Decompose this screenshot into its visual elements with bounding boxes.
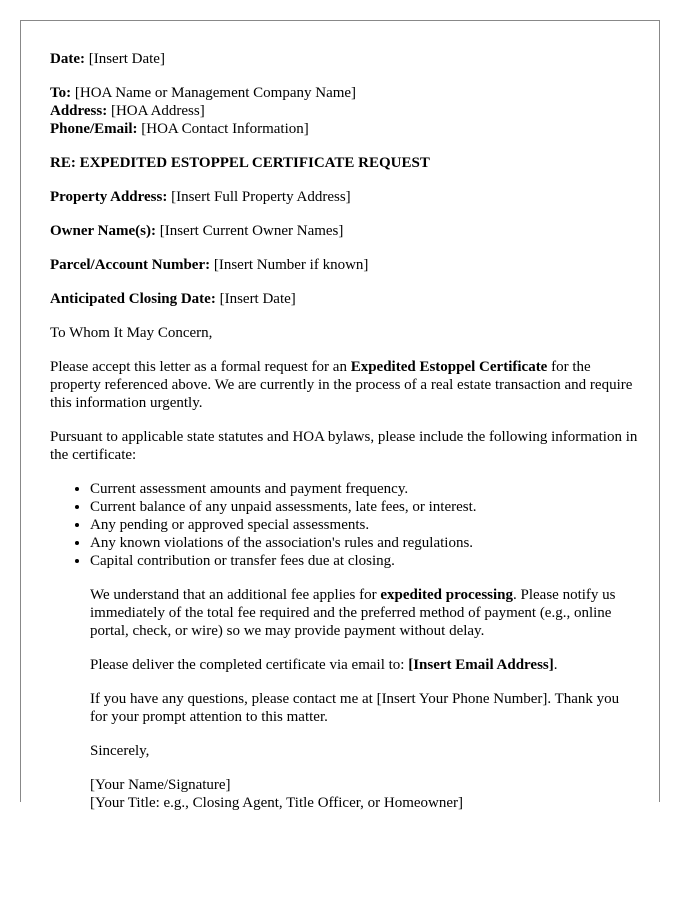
list-item: • Any known violations of the association's rules and regulations. [90, 534, 640, 552]
list-item: • Capital contribution or transfer fees due at closing. [90, 552, 640, 570]
intro-text-bold: Expedited Estoppel Certificate [350, 359, 548, 375]
letter-content [50, 50, 640, 812]
signature-name: [Your Name/Signature] [90, 777, 231, 793]
list-item: • Current balance of any unpaid assessments, late fees, or interest. [90, 498, 640, 516]
property-address-value: [Insert Full Property Address] [171, 189, 351, 205]
date-value: [Insert Date] [88, 51, 165, 67]
recipient-to [50, 84, 640, 102]
questions-paragraph: If you have any questions, please contact me at [Insert Your Phone Number]. Thank you for your prompt attention to this matter. [90, 691, 620, 725]
fee-text-post: . Please notify us immediately of the total fee required and the preferred method of payment (e.g., online portal, check, or wire) so we may provide payment without delay. [90, 587, 616, 639]
recipient-contact [50, 120, 640, 138]
subject-line [50, 154, 640, 172]
delivery-email: [Insert Email Address] [408, 657, 554, 673]
delivery-paragraph [90, 656, 640, 674]
intro-text-post: for the property referenced above. We are currently in the process of a real estate transaction and require this information urgently. [50, 359, 633, 411]
pursuant-paragraph: Pursuant to applicable state statutes and HOA bylaws, please include the following information in the certificate: [50, 429, 638, 463]
owner-value: [Insert Current Owner Names] [159, 223, 344, 239]
to-value: [HOA Name or Management Company Name] [74, 85, 357, 101]
closing-phrase: Sincerely, [90, 743, 150, 759]
delivery-text-post: . [553, 657, 558, 673]
closing-date-line [50, 290, 640, 308]
certificate-items-list [50, 480, 640, 570]
list-item: • Any pending or approved special assessments. [90, 516, 640, 534]
fee-text-pre: We understand that an additional fee applies for [90, 587, 381, 603]
property-address-label: Property Address: [50, 189, 168, 205]
contact-label: Phone/Email: [50, 121, 138, 137]
letter-page [20, 20, 660, 811]
salutation: To Whom It May Concern, [50, 325, 213, 341]
date-line [50, 50, 640, 68]
owner-line [50, 222, 640, 240]
address-label: Address: [50, 103, 108, 119]
intro-text-pre: Please accept this letter as a formal request for an [50, 359, 351, 375]
to-label: To: [50, 85, 72, 101]
letter-body-indented [90, 586, 640, 812]
fee-paragraph [90, 586, 640, 640]
fee-text-bold: expedited processing [380, 587, 514, 603]
parcel-label: Parcel/Account Number: [50, 257, 211, 273]
list-item: • Current assessment amounts and payment frequency. [90, 480, 640, 498]
contact-value: [HOA Contact Information] [141, 121, 309, 137]
subject-text: RE: EXPEDITED ESTOPPEL CERTIFICATE REQUEST [50, 155, 430, 171]
address-value: [HOA Address] [110, 103, 205, 119]
recipient-address [50, 102, 640, 120]
intro-paragraph [50, 358, 640, 412]
delivery-text-pre: Please deliver the completed certificate via email to: [90, 657, 409, 673]
closing-date-value: [Insert Date] [219, 291, 296, 307]
signature-title: [Your Title: e.g., Closing Agent, Title Officer, or Homeowner] [90, 795, 464, 811]
property-address-line [50, 188, 640, 206]
parcel-value: [Insert Number if known] [213, 257, 369, 273]
closing-date-label: Anticipated Closing Date: [50, 291, 216, 307]
parcel-line [50, 256, 640, 274]
owner-label: Owner Name(s): [50, 223, 156, 239]
date-label: Date: [50, 51, 85, 67]
